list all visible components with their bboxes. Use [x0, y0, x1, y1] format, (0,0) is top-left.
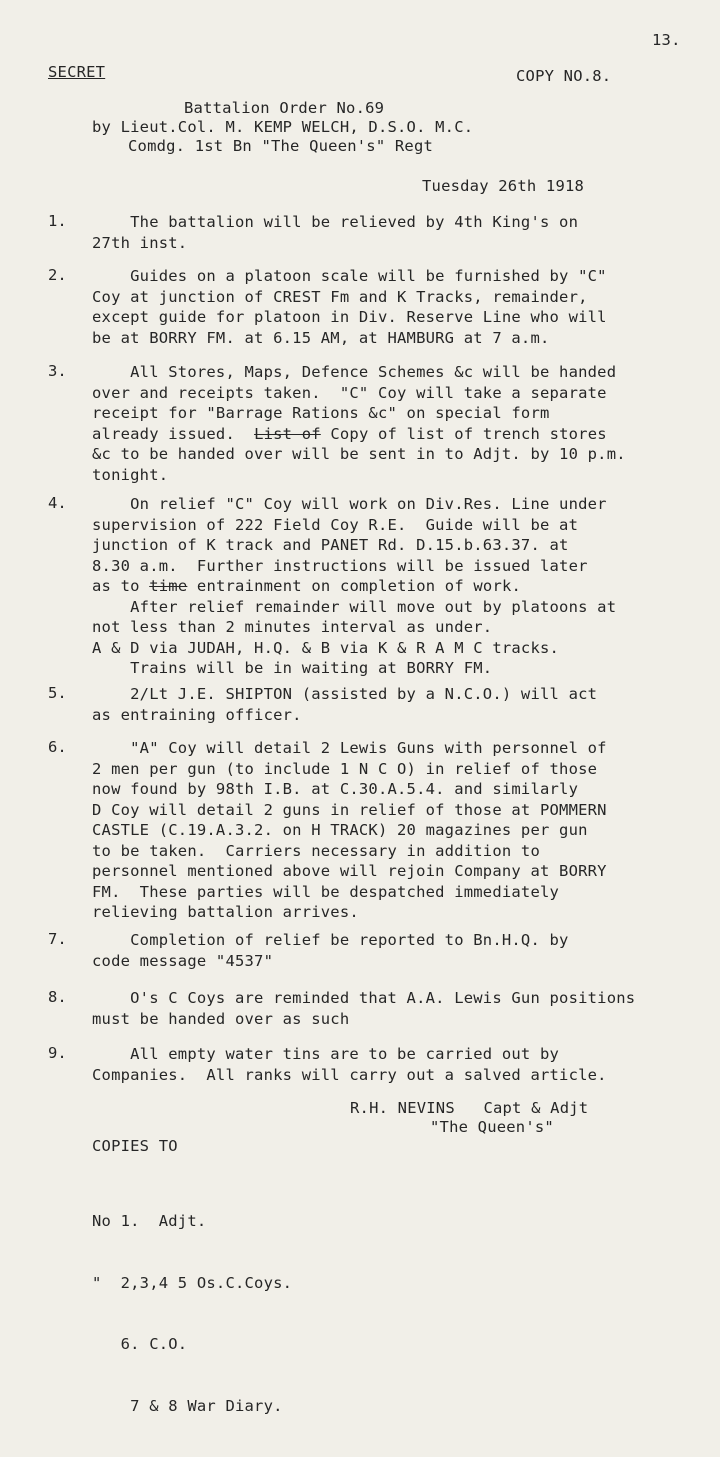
item-line: A & D via JUDAH, H.Q. & B via K & R A M C tracks. — [92, 638, 560, 657]
item-number: 6. — [48, 738, 67, 756]
item-line: must be handed over as such — [92, 1009, 350, 1028]
item-line: personnel mentioned above will rejoin Company at BORRY — [92, 862, 607, 880]
order-item-8 — [92, 988, 720, 1029]
copies-heading: COPIES TO — [92, 1137, 178, 1155]
signature-name: R.H. NEVINS Capt & Adjt — [350, 1099, 589, 1117]
order-item-3 — [92, 362, 720, 485]
item-line: supervision of 222 Field Coy R.E. Guide will be at — [92, 515, 579, 534]
order-item-7 — [92, 930, 720, 971]
copy-line: 7 & 8 War Diary. — [92, 1396, 283, 1415]
item-line: Coy at junction of CREST Fm and K Tracks, remainder, — [92, 287, 588, 306]
item-line: D Coy will detail 2 guns in relief of those at POMMERN — [92, 800, 607, 819]
copy-line: " 2,3,4 5 Os.C.Coys. — [92, 1273, 293, 1292]
item-text: entrainment — [196, 577, 302, 595]
item-line: On relief "C" Coy will work on Div.Res. Line under — [92, 495, 607, 513]
copy-line: 6. C.O. — [92, 1335, 188, 1353]
item-line — [92, 424, 720, 445]
item-line: to be taken. Carriers necessary in addition to — [92, 841, 540, 860]
struck-text: time — [149, 577, 188, 595]
signature-unit: "The Queen's" — [430, 1118, 554, 1136]
classification-label: SECRET — [48, 63, 106, 81]
order-item-5 — [92, 684, 720, 725]
item-text: completion of work. — [339, 577, 522, 595]
order-date: Tuesday 26th 1918 — [422, 177, 585, 195]
order-item-2 — [92, 266, 720, 348]
item-line: over and receipts taken. "C" Coy will take a separate — [92, 383, 607, 402]
item-line — [92, 576, 720, 597]
item-number: 2. — [48, 266, 67, 284]
order-comdg-line: Comdg. 1st Bn "The Queen's" Regt — [128, 137, 434, 155]
item-line: 2 men per gun (to include 1 N C O) in relief of those — [92, 759, 598, 778]
item-line: All Stores, Maps, Defence Schemes &c will be handed — [92, 363, 617, 381]
item-line: now found by 98th I.B. at C.30.A.5.4. and similarly — [92, 780, 579, 798]
order-item-4 — [92, 494, 720, 679]
item-line: Companies. All ranks will carry out a salved article. — [92, 1065, 607, 1084]
item-number: 4. — [48, 494, 67, 512]
item-line: All empty water tins are to be carried out by — [92, 1045, 560, 1063]
item-line: 2/Lt J.E. SHIPTON (assisted by a N.C.O.) will act — [92, 685, 598, 703]
item-number: 8. — [48, 988, 67, 1006]
copy-line: No 1. Adjt. — [92, 1212, 207, 1230]
item-line: &c to be handed over will be sent in to Adjt. by 10 p.m. — [92, 445, 626, 463]
item-line: FM. These parties will be despatched immediately — [92, 882, 560, 901]
item-line: except guide for platoon in Div. Reserve Line who will — [92, 308, 607, 326]
struck-text: List of — [254, 424, 321, 443]
item-line: receipt for "Barrage Rations &c" on special form — [92, 404, 550, 422]
item-number: 1. — [48, 212, 67, 230]
item-line: O's C Coys are reminded that A.A. Lewis Gun positions — [92, 989, 636, 1007]
item-number: 5. — [48, 684, 67, 702]
item-text: already issued. — [92, 424, 235, 443]
item-line: The battalion will be relieved by 4th King's on — [92, 213, 579, 231]
order-item-9 — [92, 1044, 720, 1085]
order-by-line: by Lieut.Col. M. KEMP WELCH, D.S.O. M.C. — [92, 118, 474, 136]
item-line: 8.30 a.m. Further instructions will be issued later — [92, 556, 588, 575]
item-line: "A" Coy will detail 2 Lewis Guns with personnel of — [92, 739, 607, 757]
item-line: 27th inst. — [92, 233, 188, 252]
item-text: Copy of list of trench stores — [330, 424, 607, 443]
order-item-6 — [92, 738, 720, 923]
item-line: CASTLE (C.19.A.3.2. on H TRACK) 20 magazines per gun — [92, 821, 588, 839]
item-line: Completion of relief be reported to Bn.H.Q. by — [92, 931, 569, 949]
item-line: junction of K track and PANET Rd. D.15.b.63.37. at — [92, 536, 569, 554]
item-line: code message "4537" — [92, 951, 274, 970]
item-line: be at BORRY FM. at 6.15 AM, at HAMBURG at 7 a.m. — [92, 328, 550, 347]
item-line: Guides on a platoon scale will be furnished by "C" — [92, 267, 607, 285]
page-number: 13. — [652, 31, 681, 49]
item-number: 3. — [48, 362, 67, 380]
order-title: Battalion Order No.69 — [184, 99, 385, 117]
copies-list — [92, 1170, 292, 1457]
item-line: Trains will be in waiting at BORRY FM. — [92, 659, 493, 677]
item-line: not less than 2 minutes interval as under. — [92, 618, 493, 636]
item-line: tonight. — [92, 465, 169, 484]
item-text: as to — [92, 577, 140, 595]
item-line: After relief remainder will move out by platoons at — [92, 597, 617, 616]
order-item-1 — [92, 212, 720, 253]
item-number: 9. — [48, 1044, 67, 1062]
item-line: as entraining officer. — [92, 705, 302, 724]
item-line: relieving battalion arrives. — [92, 903, 359, 921]
copy-number: COPY NO.8. — [516, 67, 612, 85]
corrected-word: on — [311, 577, 331, 595]
item-number: 7. — [48, 930, 67, 948]
